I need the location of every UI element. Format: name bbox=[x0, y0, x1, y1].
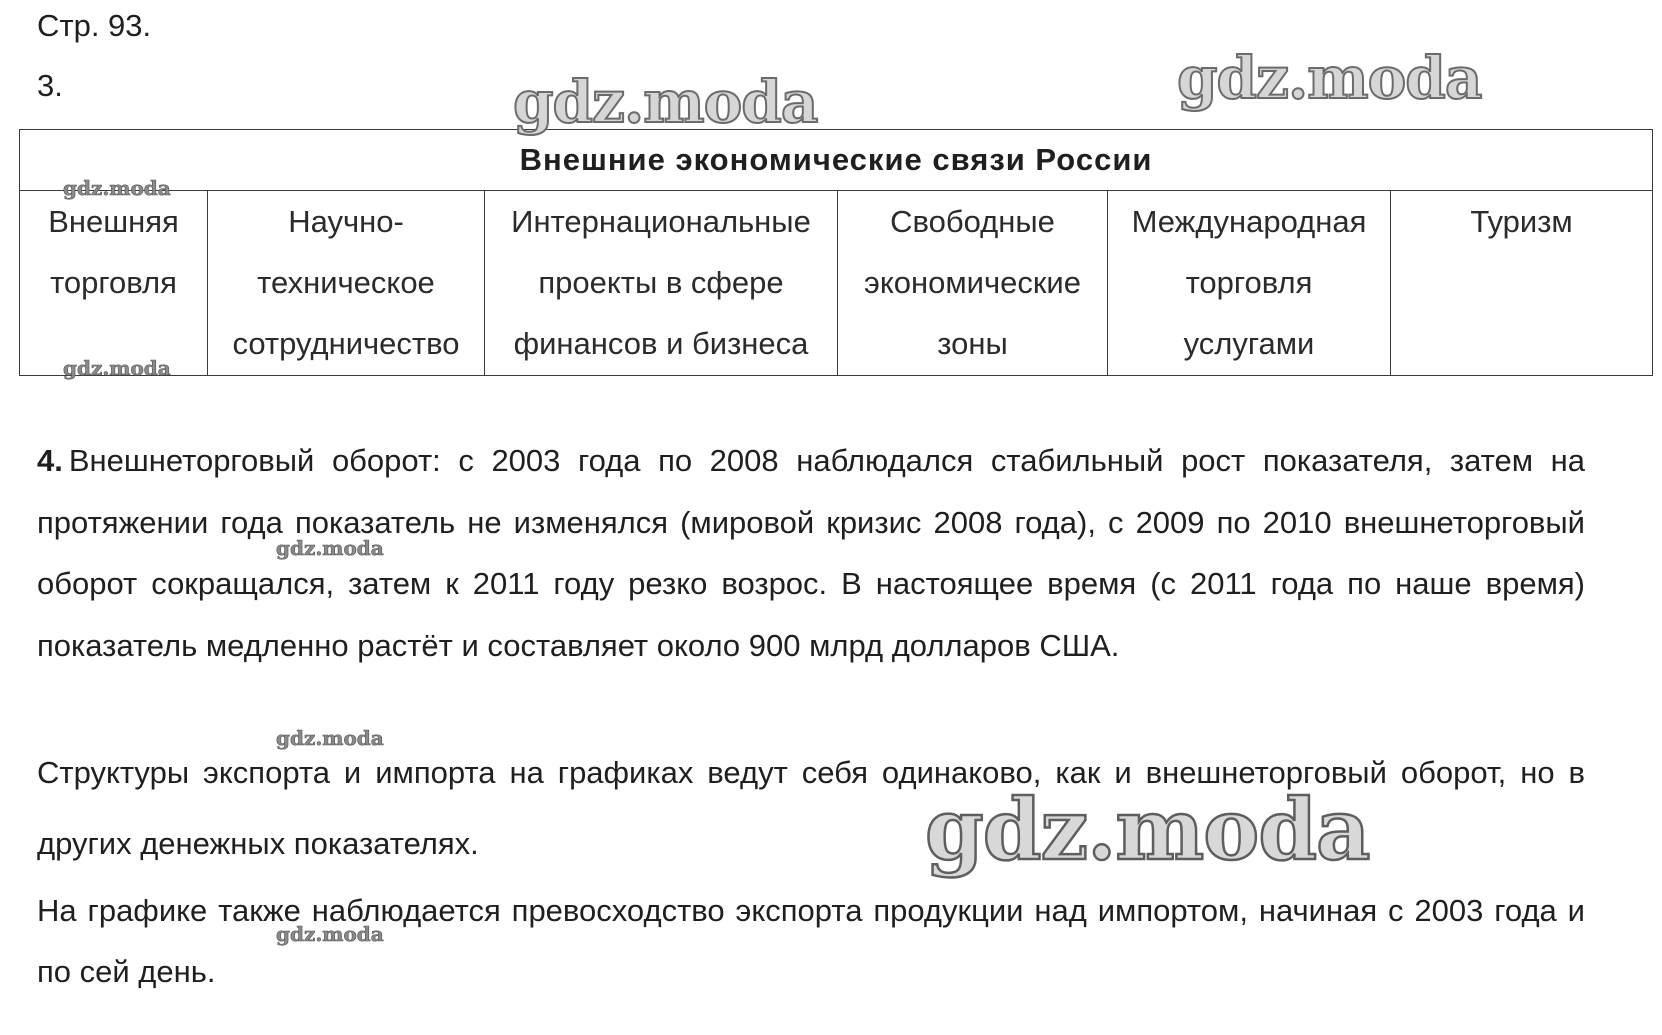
watermark-logo: gdz.moda bbox=[276, 726, 384, 750]
task-4-paragraph-2: Структуры экспорта и импорта на графиках ведут себя одинаково, как и внешнеторговый оборот, но в других денежных показателях. bbox=[37, 755, 1585, 861]
cell-line: Интернациональные bbox=[511, 204, 811, 239]
cell-line: проекты в сфере bbox=[538, 265, 784, 300]
scheme-cell-foreign-trade bbox=[20, 191, 208, 376]
cell-line: Внешняя bbox=[48, 204, 179, 239]
cell-line: зоны bbox=[937, 326, 1008, 361]
watermark-logo: gdz.moda bbox=[513, 68, 818, 136]
cell-line: Туризм bbox=[1470, 204, 1573, 239]
page-number-label: Стр. 93. bbox=[37, 8, 152, 43]
cell-line: торговля bbox=[50, 265, 177, 300]
task-4-paragraph-3: На графике также наблюдается превосходство экспорта продукции над импортом, начиная с 2003 года и по сей день. bbox=[37, 893, 1585, 989]
task-4-text: Внешнеторговый оборот: с 2003 года по 2008 наблюдался стабильный рост показателя, затем на протяжении года показатель не изменялся (мировой кризис 2008 года), с 2009 по 2010 внешнеторговый оборот сокращался, затем к 2011 году резко возрос. В настоящее время (с 2011 года по наше время) показатель медленно растёт и составляет около 900 млрд долларов США. bbox=[37, 443, 1585, 663]
cell-line: услугами bbox=[1183, 326, 1315, 361]
watermark-logo: gdz.moda bbox=[63, 356, 171, 380]
watermark-logo: gdz.moda bbox=[276, 536, 384, 560]
cell-line: Международная bbox=[1131, 204, 1367, 239]
cell-line: Научно- bbox=[288, 204, 404, 239]
watermark-logo: gdz.moda bbox=[1177, 44, 1482, 112]
cell-line: сотрудничество bbox=[232, 326, 460, 361]
scheme-title: Внешние экономические связи России bbox=[20, 130, 1653, 191]
scheme-cell-services-trade bbox=[1108, 191, 1391, 376]
cell-line: экономические bbox=[864, 265, 1081, 300]
task-4-number: 4. bbox=[37, 443, 63, 478]
cell-line: техническое bbox=[257, 265, 435, 300]
cell-line: финансов и бизнеса bbox=[513, 326, 809, 361]
watermark-logo: gdz.moda bbox=[925, 780, 1370, 879]
task-4-paragraph-1 bbox=[37, 430, 1585, 676]
watermark-logo: gdz.moda bbox=[63, 176, 171, 200]
scheme-cell-free-economic-zones bbox=[838, 191, 1108, 376]
cell-line: торговля bbox=[1185, 265, 1313, 300]
scheme-cell-international-projects bbox=[485, 191, 838, 376]
cell-line: Свободные bbox=[890, 204, 1055, 239]
scheme-cell-tourism bbox=[1391, 191, 1653, 376]
watermark-logo: gdz.moda bbox=[276, 922, 384, 946]
economic-relations-scheme bbox=[19, 129, 1653, 376]
task-3-number: 3. bbox=[37, 68, 63, 103]
scheme-cell-scientific-cooperation bbox=[208, 191, 485, 376]
